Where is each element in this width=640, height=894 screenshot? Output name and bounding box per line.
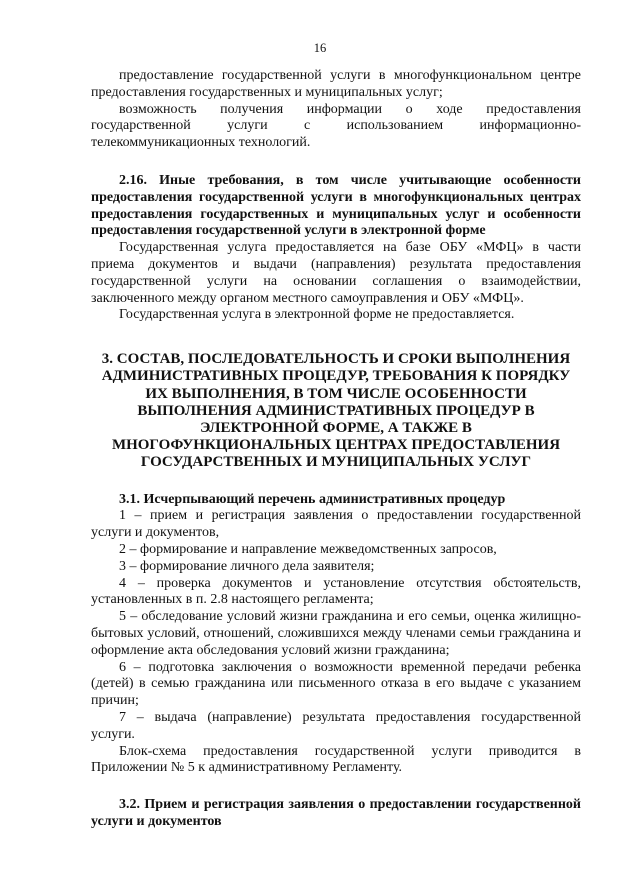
section-3-2-heading: 3.2. Прием и регистрация заявления о предоставлении государственной услуги и документов xyxy=(91,797,581,829)
procedure-item-4: 4 – проверка документов и установление отсутствия обстоятельств, установленных в п. 2.8 настоящего регламента; xyxy=(91,575,581,608)
intro-paragraph-2: возможность получения информации о ходе предоставления государственной услуги с использованием информационно-телекоммуникационных технологий. xyxy=(91,101,581,151)
procedure-item-5: 5 – обследование условий жизни гражданина и его семьи, оценка жилищно-бытовых условий, отношений, сложившихся между членами семьи гражданина и оформление акта обследования условий жизни гражданина; xyxy=(91,609,581,658)
procedure-item-7: 7 – выдача (направление) результата предоставления государственной услуги. xyxy=(91,709,581,742)
page-body xyxy=(91,68,581,831)
section-3-1-heading: 3.1. Исчерпывающий перечень административных процедур xyxy=(119,491,506,507)
procedure-item-6: 6 – подготовка заключения о возможности временной передачи ребенка (детей) в семью гражданина или письменного отказа в его выдаче с указанием причин; xyxy=(91,659,581,709)
chapter-3-heading: 3. СОСТАВ, ПОСЛЕДОВАТЕЛЬНОСТЬ И СРОКИ ВЫПОЛНЕНИЯ АДМИНИСТРАТИВНЫХ ПРОЦЕДУР, ТРЕБОВАНИЯ К ПОРЯДКУ ИХ ВЫПОЛНЕНИЯ, В ТОМ ЧИСЛЕ ОСОБЕННОСТИ ВЫПОЛНЕНИЯ АДМИНИСТРАТИВНЫХ ПРОЦЕДУР В ЭЛЕКТРОННОЙ ФОРМЕ, А ТАКЖЕ В МНОГОФУНКЦИОНАЛЬНЫХ ЦЕНТРАХ ПРЕДОСТАВЛЕНИЯ ГОСУДАРСТВЕННЫХ И МУНИЦИПАЛЬНЫХ УСЛУГ xyxy=(101,351,571,471)
procedure-item-1: 1 – прием и регистрация заявления о предоставлении государственной услуги и документов, xyxy=(91,508,581,541)
page-number: 16 xyxy=(313,41,327,55)
procedure-item-3: 3 – формирование личного дела заявителя; xyxy=(119,558,375,574)
section-2-16-paragraph-1: Государственная услуга предоставляется на базе ОБУ «МФЦ» в части приема документов и выдачи (направления) результата предоставления государственной услуги на основании соглашения о взаимодействии, заключенного между органом местного самоуправления и ОБУ «МФЦ». xyxy=(91,240,581,306)
section-2-16-heading: 2.16. Иные требования, в том числе учитывающие особенности предоставления государственной услуги в многофункциональных центрах предоставления государственных и муниципальных услуг и особенности предоставления государственной услуги в электронной форме xyxy=(91,172,581,239)
section-3-1-closing: Блок-схема предоставления государственной услуги приводится в Приложении № 5 к административному Регламенту. xyxy=(91,743,581,776)
intro-paragraph-1: предоставление государственной услуги в многофункциональном центре предоставления государственных и муниципальных услуг; xyxy=(91,68,581,100)
procedure-item-2: 2 – формирование и направление межведомственных запросов, xyxy=(119,541,497,557)
section-2-16-paragraph-2: Государственная услуга в электронной форме не предоставляется. xyxy=(119,307,515,323)
